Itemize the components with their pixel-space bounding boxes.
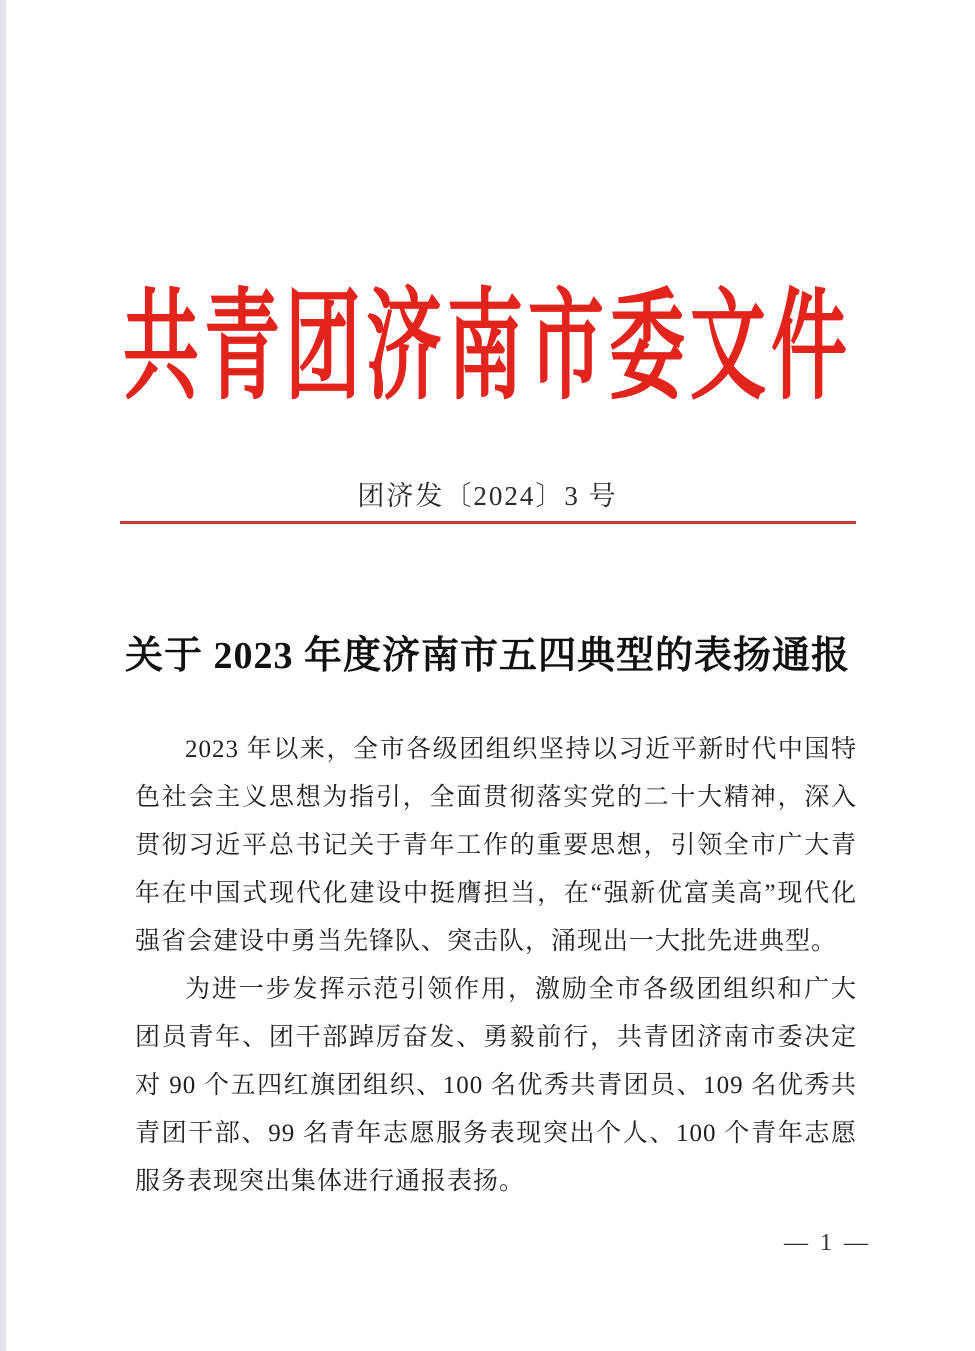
red-divider-line [120, 521, 856, 524]
letterhead-title: 共青团济南市委文件 [123, 281, 852, 415]
body-paragraph-2: 为进一步发挥示范引领作用，激励全市各级团组织和广大团员青年、团干部踔厉奋发、勇毅前行，共青团济南市委决定对 90 个五四红旗团组织、100 名优秀共青团员、109 名优秀共青团干部、99 名青年志愿服务表现突出个人、100 个青年志愿服务表现突出集体进行通报表扬。 [135, 976, 857, 1195]
body-paragraph-1: 2023 年以来，全市各级团组织坚持以习近平新时代中国特色社会主义思想为指引，全面贯彻落实党的二十大精神，深入贯彻习近平总书记关于青年工作的重要思想，引领全市广大青年在中国式现代化建设中挺膺担当，在“强新优富美高”现代化强省会建设中勇当先锋队、突击队，涌现出一大批先进典型。 [135, 736, 857, 955]
page-number: — 1 — [784, 1230, 871, 1256]
document-body [135, 726, 857, 1206]
document-number: 团济发〔2024〕3 号 [357, 481, 618, 511]
document-title: 关于 2023 年度济南市五四典型的表扬通报 [124, 635, 850, 677]
